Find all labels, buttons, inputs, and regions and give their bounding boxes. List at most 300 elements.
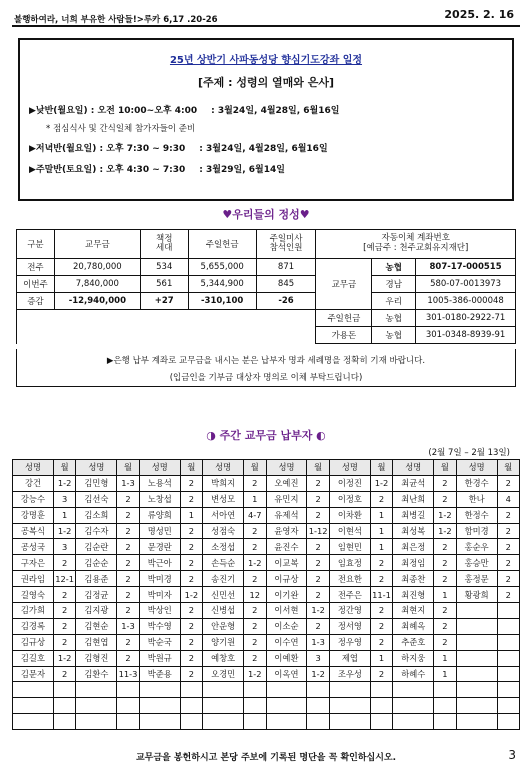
donor-month: 1 <box>370 539 392 555</box>
donor-name: 윤영자 <box>266 523 307 539</box>
col-name-header: 성명 <box>266 460 307 476</box>
donor-month: 2 <box>244 523 266 539</box>
donor-month: 1 <box>370 650 392 666</box>
donor-month <box>370 698 392 714</box>
schedule-day <box>29 103 339 116</box>
donor-name: 박준용 <box>139 666 180 682</box>
donor-month: 2 <box>180 475 202 491</box>
cell: -310,100 <box>188 293 256 310</box>
donor-name: 최진형 <box>393 587 434 603</box>
donor-month <box>307 714 329 730</box>
donor-name: 이정호 <box>329 491 370 507</box>
donor-name: 김가희 <box>13 603 54 619</box>
donor-name <box>203 682 244 698</box>
donor-name: 최성복 <box>393 523 434 539</box>
donor-month <box>497 634 519 650</box>
donor-name <box>456 714 497 730</box>
donor-month: 2 <box>53 634 75 650</box>
donor-name: 조우성 <box>329 666 370 682</box>
donor-name: 최종찬 <box>393 571 434 587</box>
donor-month: 2 <box>370 491 392 507</box>
donor-month: 1-2 <box>434 507 456 523</box>
donor-month: 1-2 <box>244 666 266 682</box>
donor-month <box>180 682 202 698</box>
donor-name: 권라임 <box>13 571 54 587</box>
donor-name: 전주은 <box>329 587 370 603</box>
donor-name: 김현엽 <box>76 634 117 650</box>
schedule-evening <box>29 141 328 154</box>
donor-month: 2 <box>244 603 266 619</box>
donor-month <box>53 682 75 698</box>
donor-name: 최혜옥 <box>393 618 434 634</box>
donor-name: 서아연 <box>203 507 244 523</box>
col-name-header: 성명 <box>13 460 54 476</box>
donor-name: 신병섭 <box>203 603 244 619</box>
donor-name: 소정섭 <box>203 539 244 555</box>
page-number: 3 <box>508 748 516 762</box>
donor-name <box>139 714 180 730</box>
donor-name: 김환수 <box>76 666 117 682</box>
donor-month: 2 <box>370 634 392 650</box>
donor-month: 3 <box>307 650 329 666</box>
donor-name: 한정수 <box>456 507 497 523</box>
donor-month <box>370 714 392 730</box>
donors-header-row <box>13 460 520 476</box>
donor-month: 2 <box>370 666 392 682</box>
donor-name <box>139 682 180 698</box>
donor-name: 김소희 <box>76 507 117 523</box>
col-name-header: 성명 <box>456 460 497 476</box>
donor-name: 정우영 <box>329 634 370 650</box>
account-number: 301-0348-8939-91 <box>416 327 516 344</box>
account-number: 301-0180-2922-71 <box>416 310 516 327</box>
donor-month: 2 <box>434 475 456 491</box>
donor-month <box>307 682 329 698</box>
heart-icon: ♥ <box>299 208 310 221</box>
donor-month: 2 <box>53 666 75 682</box>
donor-row <box>13 714 520 730</box>
donor-month: 1-2 <box>53 475 75 491</box>
donor-month: 2 <box>434 634 456 650</box>
donor-month: 2 <box>180 555 202 571</box>
cell: 5,344,900 <box>188 276 256 293</box>
donors-table <box>12 459 520 730</box>
donor-name: 김순순 <box>76 555 117 571</box>
page-header <box>14 8 518 26</box>
donor-month: 2 <box>180 491 202 507</box>
donor-month: 2 <box>117 587 139 603</box>
donor-month: 2 <box>117 539 139 555</box>
donor-row <box>13 523 520 539</box>
notice-theme: [주제 : 성령의 열매와 은사] <box>197 76 335 89</box>
donor-name: 최은정 <box>393 539 434 555</box>
donor-month <box>497 603 519 619</box>
donor-month: 2 <box>434 555 456 571</box>
donor-month: 1-2 <box>180 587 202 603</box>
donor-name: 김선숙 <box>76 491 117 507</box>
col-month-header: 월 <box>307 460 329 476</box>
donor-row <box>13 539 520 555</box>
donor-name: 홍승만 <box>456 555 497 571</box>
donors-title: ◑ 주간 교무금 납부자 ◐ <box>206 429 326 442</box>
donor-row <box>13 618 520 634</box>
offering-note: ▶은행 납부 계좌로 교무금을 내시는 분은 납부자 명과 세례명을 정확히 기재 바랍니다. <box>106 356 426 366</box>
donor-name: 공성국 <box>13 539 54 555</box>
donor-row <box>13 491 520 507</box>
donor-month: 1-2 <box>370 475 392 491</box>
donor-name: 최난희 <box>393 491 434 507</box>
donor-name <box>266 682 307 698</box>
prayer-course-notice <box>18 38 514 201</box>
donor-name: 김용준 <box>76 571 117 587</box>
cell: -12,940,000 <box>54 293 140 310</box>
cell: -26 <box>256 293 316 310</box>
donor-row <box>13 603 520 619</box>
notice-title: 25년 상반기 사파동성당 향심기도강좌 일정 <box>169 55 363 66</box>
cell: 전주 <box>17 259 55 276</box>
donor-month: 2 <box>434 539 456 555</box>
col-name-header: 성명 <box>393 460 434 476</box>
donor-row <box>13 666 520 682</box>
donor-name: 오예진 <box>266 475 307 491</box>
donor-name: 이차환 <box>329 507 370 523</box>
donor-month: 12 <box>244 587 266 603</box>
donor-month <box>180 714 202 730</box>
donor-name: 명성민 <box>139 523 180 539</box>
donor-month: 2 <box>434 571 456 587</box>
offering-table <box>16 229 516 344</box>
donor-month: 11-3 <box>117 666 139 682</box>
donor-name: 이예환 <box>266 650 307 666</box>
donor-month: 2 <box>497 539 519 555</box>
donor-name <box>456 698 497 714</box>
donor-month: 2 <box>497 507 519 523</box>
donor-name: 박순국 <box>139 634 180 650</box>
donor-month <box>497 682 519 698</box>
donor-month: 2 <box>497 523 519 539</box>
donor-name: 한나 <box>456 491 497 507</box>
donor-month <box>244 714 266 730</box>
donor-row <box>13 587 520 603</box>
heart-icon: ♥ <box>222 208 233 221</box>
col-month-header: 월 <box>434 460 456 476</box>
schedule-label: ▶저녁반(월요일) : 오후 7:30 ~ 9:30 <box>29 144 186 154</box>
donor-name: 최병길 <box>393 507 434 523</box>
schedule-label: ▶낮반(월요일) : 오전 10:00~오후 4:00 <box>29 106 198 116</box>
donor-name: 최정임 <box>393 555 434 571</box>
donor-month <box>497 666 519 682</box>
donor-name: 하혜수 <box>393 666 434 682</box>
donor-month: 2 <box>180 603 202 619</box>
bank-name: 농협 <box>372 310 416 327</box>
col-month-header: 월 <box>370 460 392 476</box>
donor-name: 송진기 <box>203 571 244 587</box>
donor-name: 노용석 <box>139 475 180 491</box>
donor-month: 2 <box>307 475 329 491</box>
donor-name: 김지광 <box>76 603 117 619</box>
header-cell: 구분 <box>17 230 55 259</box>
donor-name: 문경란 <box>139 539 180 555</box>
account-header: 자동이체 계좌번호 <box>381 233 450 244</box>
donor-name: 함미경 <box>456 523 497 539</box>
bank-name: 우리 <box>372 293 416 310</box>
donor-month: 2 <box>53 603 75 619</box>
donor-name: 김문자 <box>13 666 54 682</box>
donor-month: 2 <box>117 523 139 539</box>
schedule-dates: : 3월24일, 4월28일, 6월16일 <box>211 106 340 116</box>
bulletin-date: 2025. 2. 16 <box>444 8 514 21</box>
donor-name: 이옥연 <box>266 666 307 682</box>
footer-note: 교무금을 봉헌하시고 본당 주보에 기록된 명단을 꼭 확인하십시오. <box>135 753 397 763</box>
account-number: 1005-386-000048 <box>416 293 516 310</box>
donor-name: 김정균 <box>76 587 117 603</box>
donor-name: 김현순 <box>76 618 117 634</box>
donor-name <box>266 714 307 730</box>
donor-month: 1 <box>244 491 266 507</box>
gospel-verse: 불행하여라, 너희 부유한 사람들!>루카 6,17 .20-26 <box>14 15 218 25</box>
donor-row <box>13 698 520 714</box>
donor-row <box>13 571 520 587</box>
donor-name <box>329 682 370 698</box>
donor-month: 2 <box>370 555 392 571</box>
donor-month: 2 <box>53 618 75 634</box>
donor-month: 2 <box>180 618 202 634</box>
cell: 5,655,000 <box>188 259 256 276</box>
donor-name: 이정진 <box>329 475 370 491</box>
donor-month <box>180 698 202 714</box>
donor-month <box>434 698 456 714</box>
donor-row <box>13 475 520 491</box>
donor-name: 길영숙 <box>13 587 54 603</box>
account-type: 주일헌금 <box>316 310 372 327</box>
col-name-header: 성명 <box>203 460 244 476</box>
donor-month: 2 <box>117 650 139 666</box>
donor-name: 손득순 <box>203 555 244 571</box>
account-header-cell <box>316 230 516 259</box>
donor-row <box>13 555 520 571</box>
donor-month: 2 <box>180 523 202 539</box>
donor-name <box>456 618 497 634</box>
col-month-header: 월 <box>497 460 519 476</box>
donor-month <box>53 714 75 730</box>
donor-month: 2 <box>244 650 266 666</box>
header-divider <box>12 25 520 27</box>
cell: 증감 <box>17 293 55 310</box>
donor-name <box>456 682 497 698</box>
donor-row <box>13 507 520 523</box>
donor-month: 1-2 <box>53 650 75 666</box>
donor-name <box>76 698 117 714</box>
donor-name <box>203 698 244 714</box>
donor-month <box>244 698 266 714</box>
cell: 20,780,000 <box>54 259 140 276</box>
donor-name <box>393 714 434 730</box>
schedule-dates: : 3월24일, 4월28일, 6월16일 <box>199 144 328 154</box>
donor-month: 12-1 <box>53 571 75 587</box>
donor-month: 1-12 <box>307 523 329 539</box>
col-name-header: 성명 <box>329 460 370 476</box>
donor-month: 1-2 <box>244 555 266 571</box>
donor-name: 김형진 <box>76 650 117 666</box>
donor-month <box>370 682 392 698</box>
donor-month: 11-1 <box>370 587 392 603</box>
donor-month: 2 <box>180 539 202 555</box>
donor-month: 2 <box>244 634 266 650</box>
donor-month: 1 <box>180 507 202 523</box>
offering-row-diff <box>17 293 516 310</box>
donor-name: 강명훈 <box>13 507 54 523</box>
donor-month <box>497 714 519 730</box>
donor-name: 황광희 <box>456 587 497 603</box>
donor-name: 안운형 <box>203 618 244 634</box>
donor-name: 임효정 <box>329 555 370 571</box>
donor-name <box>456 650 497 666</box>
donor-month: 2 <box>180 650 202 666</box>
donor-name: 김민형 <box>76 475 117 491</box>
donor-month: 1-2 <box>434 523 456 539</box>
donor-name: 오경민 <box>203 666 244 682</box>
bank-name: 농협 <box>372 327 416 344</box>
header-cell: 주일미사 참석인원 <box>256 230 316 259</box>
donor-month: 2 <box>117 507 139 523</box>
donor-row <box>13 634 520 650</box>
bank-name: 농협 <box>372 259 416 276</box>
donor-month: 2 <box>53 587 75 603</box>
donor-month: 2 <box>370 603 392 619</box>
col-name-header: 성명 <box>139 460 180 476</box>
donor-name <box>329 698 370 714</box>
donor-name: 전요한 <box>329 571 370 587</box>
donor-name: 변성모 <box>203 491 244 507</box>
donor-name: 이소순 <box>266 618 307 634</box>
donor-name <box>76 714 117 730</box>
donor-name: 유제석 <box>266 507 307 523</box>
cell: +27 <box>140 293 188 310</box>
cell: 561 <box>140 276 188 293</box>
donor-name <box>456 634 497 650</box>
cell: 871 <box>256 259 316 276</box>
donor-month: 2 <box>307 618 329 634</box>
donor-month: 2 <box>497 475 519 491</box>
donor-month <box>117 682 139 698</box>
offering-section-title <box>0 206 532 222</box>
donor-month <box>497 650 519 666</box>
donor-name <box>329 714 370 730</box>
donor-name: 이수연 <box>266 634 307 650</box>
donor-name: 박미자 <box>139 587 180 603</box>
donor-name: 공복식 <box>13 523 54 539</box>
schedule-dates: : 3월29일, 6월14일 <box>199 165 285 175</box>
donor-name: 김규상 <box>13 634 54 650</box>
donor-month: 2 <box>244 571 266 587</box>
account-number: 807-17-000515 <box>416 259 516 276</box>
donor-month: 2 <box>307 491 329 507</box>
donor-month: 1 <box>53 507 75 523</box>
donor-month <box>307 698 329 714</box>
col-month-header: 월 <box>180 460 202 476</box>
schedule-weekend <box>29 162 285 175</box>
offering-title-text: 우리들의 정성 <box>232 208 300 221</box>
donor-month: 1 <box>434 666 456 682</box>
donor-name: 강능수 <box>13 491 54 507</box>
donor-month: 2 <box>497 571 519 587</box>
donor-name: 이교복 <box>266 555 307 571</box>
offering-notes <box>16 349 516 387</box>
account-number: 580-07-0013973 <box>416 276 516 293</box>
donor-name: 이기완 <box>266 587 307 603</box>
donor-month: 1-3 <box>117 475 139 491</box>
account-group-label: 교무금 <box>316 259 372 310</box>
donor-month: 2 <box>117 634 139 650</box>
donor-month <box>497 618 519 634</box>
donor-name <box>266 698 307 714</box>
donor-name: 양기원 <box>203 634 244 650</box>
donor-month: 2 <box>180 634 202 650</box>
donor-name: 박근아 <box>139 555 180 571</box>
col-month-header: 월 <box>117 460 139 476</box>
donor-name: 김길호 <box>13 650 54 666</box>
cell: 7,840,000 <box>54 276 140 293</box>
donor-month: 2 <box>307 555 329 571</box>
donor-month <box>244 682 266 698</box>
donor-month <box>497 698 519 714</box>
donor-month: 2 <box>370 571 392 587</box>
donor-name: 정서영 <box>329 618 370 634</box>
donor-name: 홍정문 <box>456 571 497 587</box>
donor-month: 1-2 <box>307 666 329 682</box>
donor-month: 2 <box>117 555 139 571</box>
donor-row <box>13 682 520 698</box>
donor-name: 이서현 <box>266 603 307 619</box>
donor-month: 2 <box>117 491 139 507</box>
donor-name <box>139 698 180 714</box>
donor-month: 1 <box>370 507 392 523</box>
header-cell: 주일헌금 <box>188 230 256 259</box>
donor-month: 1-2 <box>307 603 329 619</box>
account-type: 가용돈 <box>316 327 372 344</box>
header-cell: 교무금 <box>54 230 140 259</box>
donor-name: 하지웅 <box>393 650 434 666</box>
donor-name: 박미경 <box>139 571 180 587</box>
donor-name <box>13 714 54 730</box>
donor-month: 2 <box>307 571 329 587</box>
donor-month: 4-7 <box>244 507 266 523</box>
donor-name: 추준호 <box>393 634 434 650</box>
donor-month: 2 <box>244 539 266 555</box>
donor-month: 1 <box>434 587 456 603</box>
donor-name: 신민선 <box>203 587 244 603</box>
account-holder: [예금주 : 천주교회유지재단] <box>363 243 469 253</box>
donor-month: 2 <box>370 618 392 634</box>
offering-row-sunday <box>17 310 516 327</box>
donor-name <box>456 603 497 619</box>
donor-name <box>203 714 244 730</box>
donor-name: 최현지 <box>393 603 434 619</box>
donor-month: 2 <box>434 618 456 634</box>
donor-name: 김수자 <box>76 523 117 539</box>
donor-name: 김경록 <box>13 618 54 634</box>
schedule-note: * 점심식사 및 간식일체 참가자들이 준비 <box>46 124 196 134</box>
donor-month <box>117 714 139 730</box>
donor-month: 1-3 <box>117 618 139 634</box>
donor-name <box>13 682 54 698</box>
donor-month: 2 <box>434 491 456 507</box>
offering-header-row <box>17 230 516 259</box>
cell: 534 <box>140 259 188 276</box>
donor-month: 2 <box>434 603 456 619</box>
col-month-header: 월 <box>244 460 266 476</box>
col-name-header: 성명 <box>76 460 117 476</box>
